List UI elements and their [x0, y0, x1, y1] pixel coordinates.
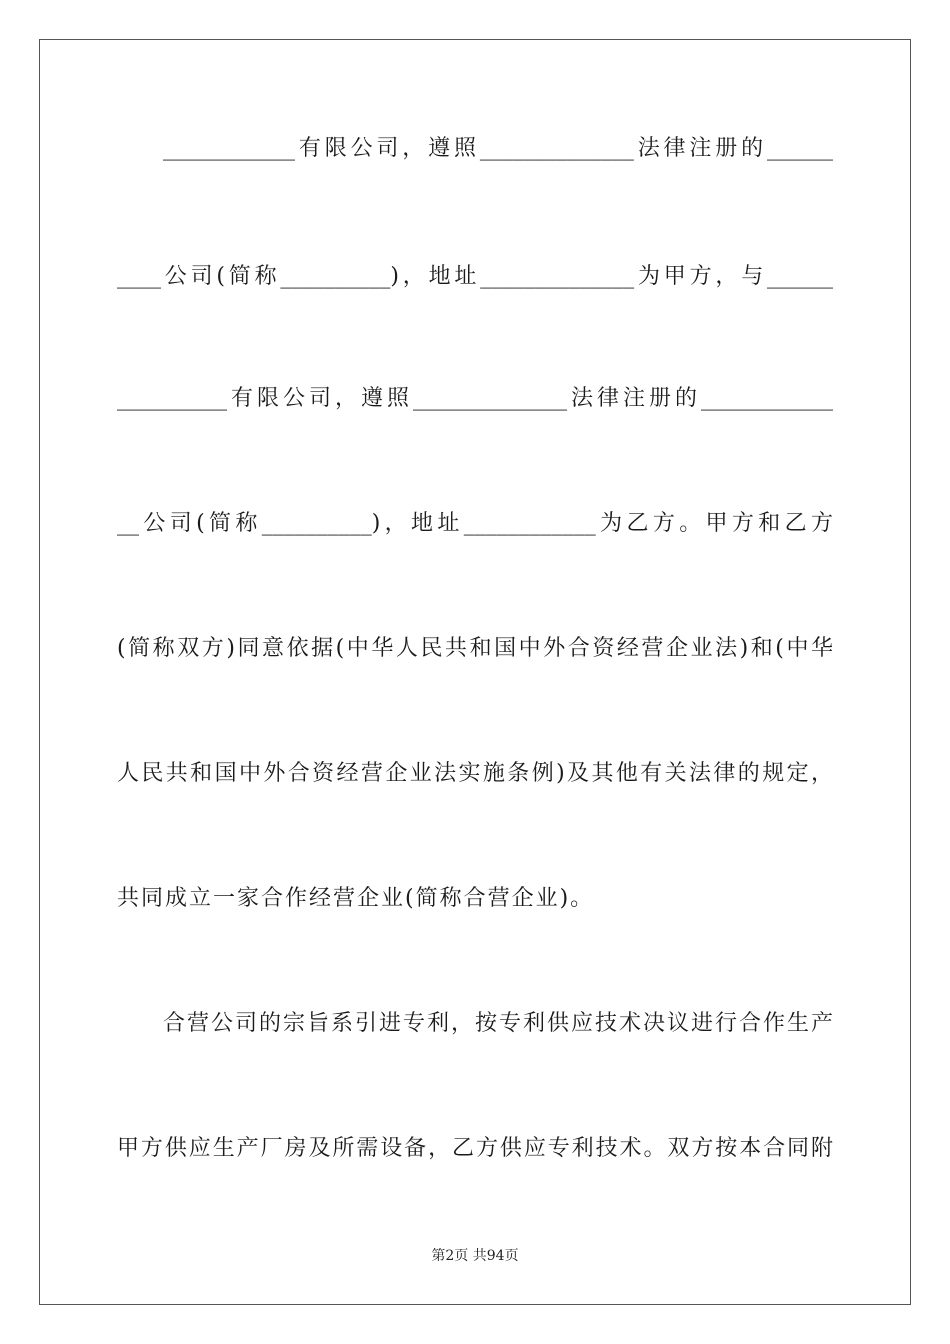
- page-number-footer: 第2页 共94页: [431, 1248, 519, 1264]
- document-line-8: 合营公司的宗旨系引进专利，按专利供应技术决议进行合作生产: [163, 1011, 833, 1036]
- document-line-5: (简称双方)同意依据(中华人民共和国中外合资经营企业法)和(中华: [117, 636, 833, 661]
- document-line-1: ____________有限公司，遵照______________法律注册的______: [163, 136, 833, 161]
- page-border: [39, 39, 911, 1305]
- document-line-6: 人民共和国中外合资经营企业法实施条例)及其他有关法律的规定，: [117, 761, 833, 786]
- document-line-2: ____公司(简称__________)，地址______________为甲方，与______: [117, 264, 833, 289]
- document-line-4: __公司(简称__________)，地址____________为乙方。甲方和乙方: [117, 511, 833, 536]
- document-line-3: __________有限公司，遵照______________法律注册的____________: [117, 386, 833, 411]
- document-line-7: 共同成立一家合作经营企业(简称合营企业)。: [117, 886, 595, 911]
- document-line-9: 甲方供应生产厂房及所需设备，乙方供应专利技术。双方按本合同附: [117, 1136, 833, 1161]
